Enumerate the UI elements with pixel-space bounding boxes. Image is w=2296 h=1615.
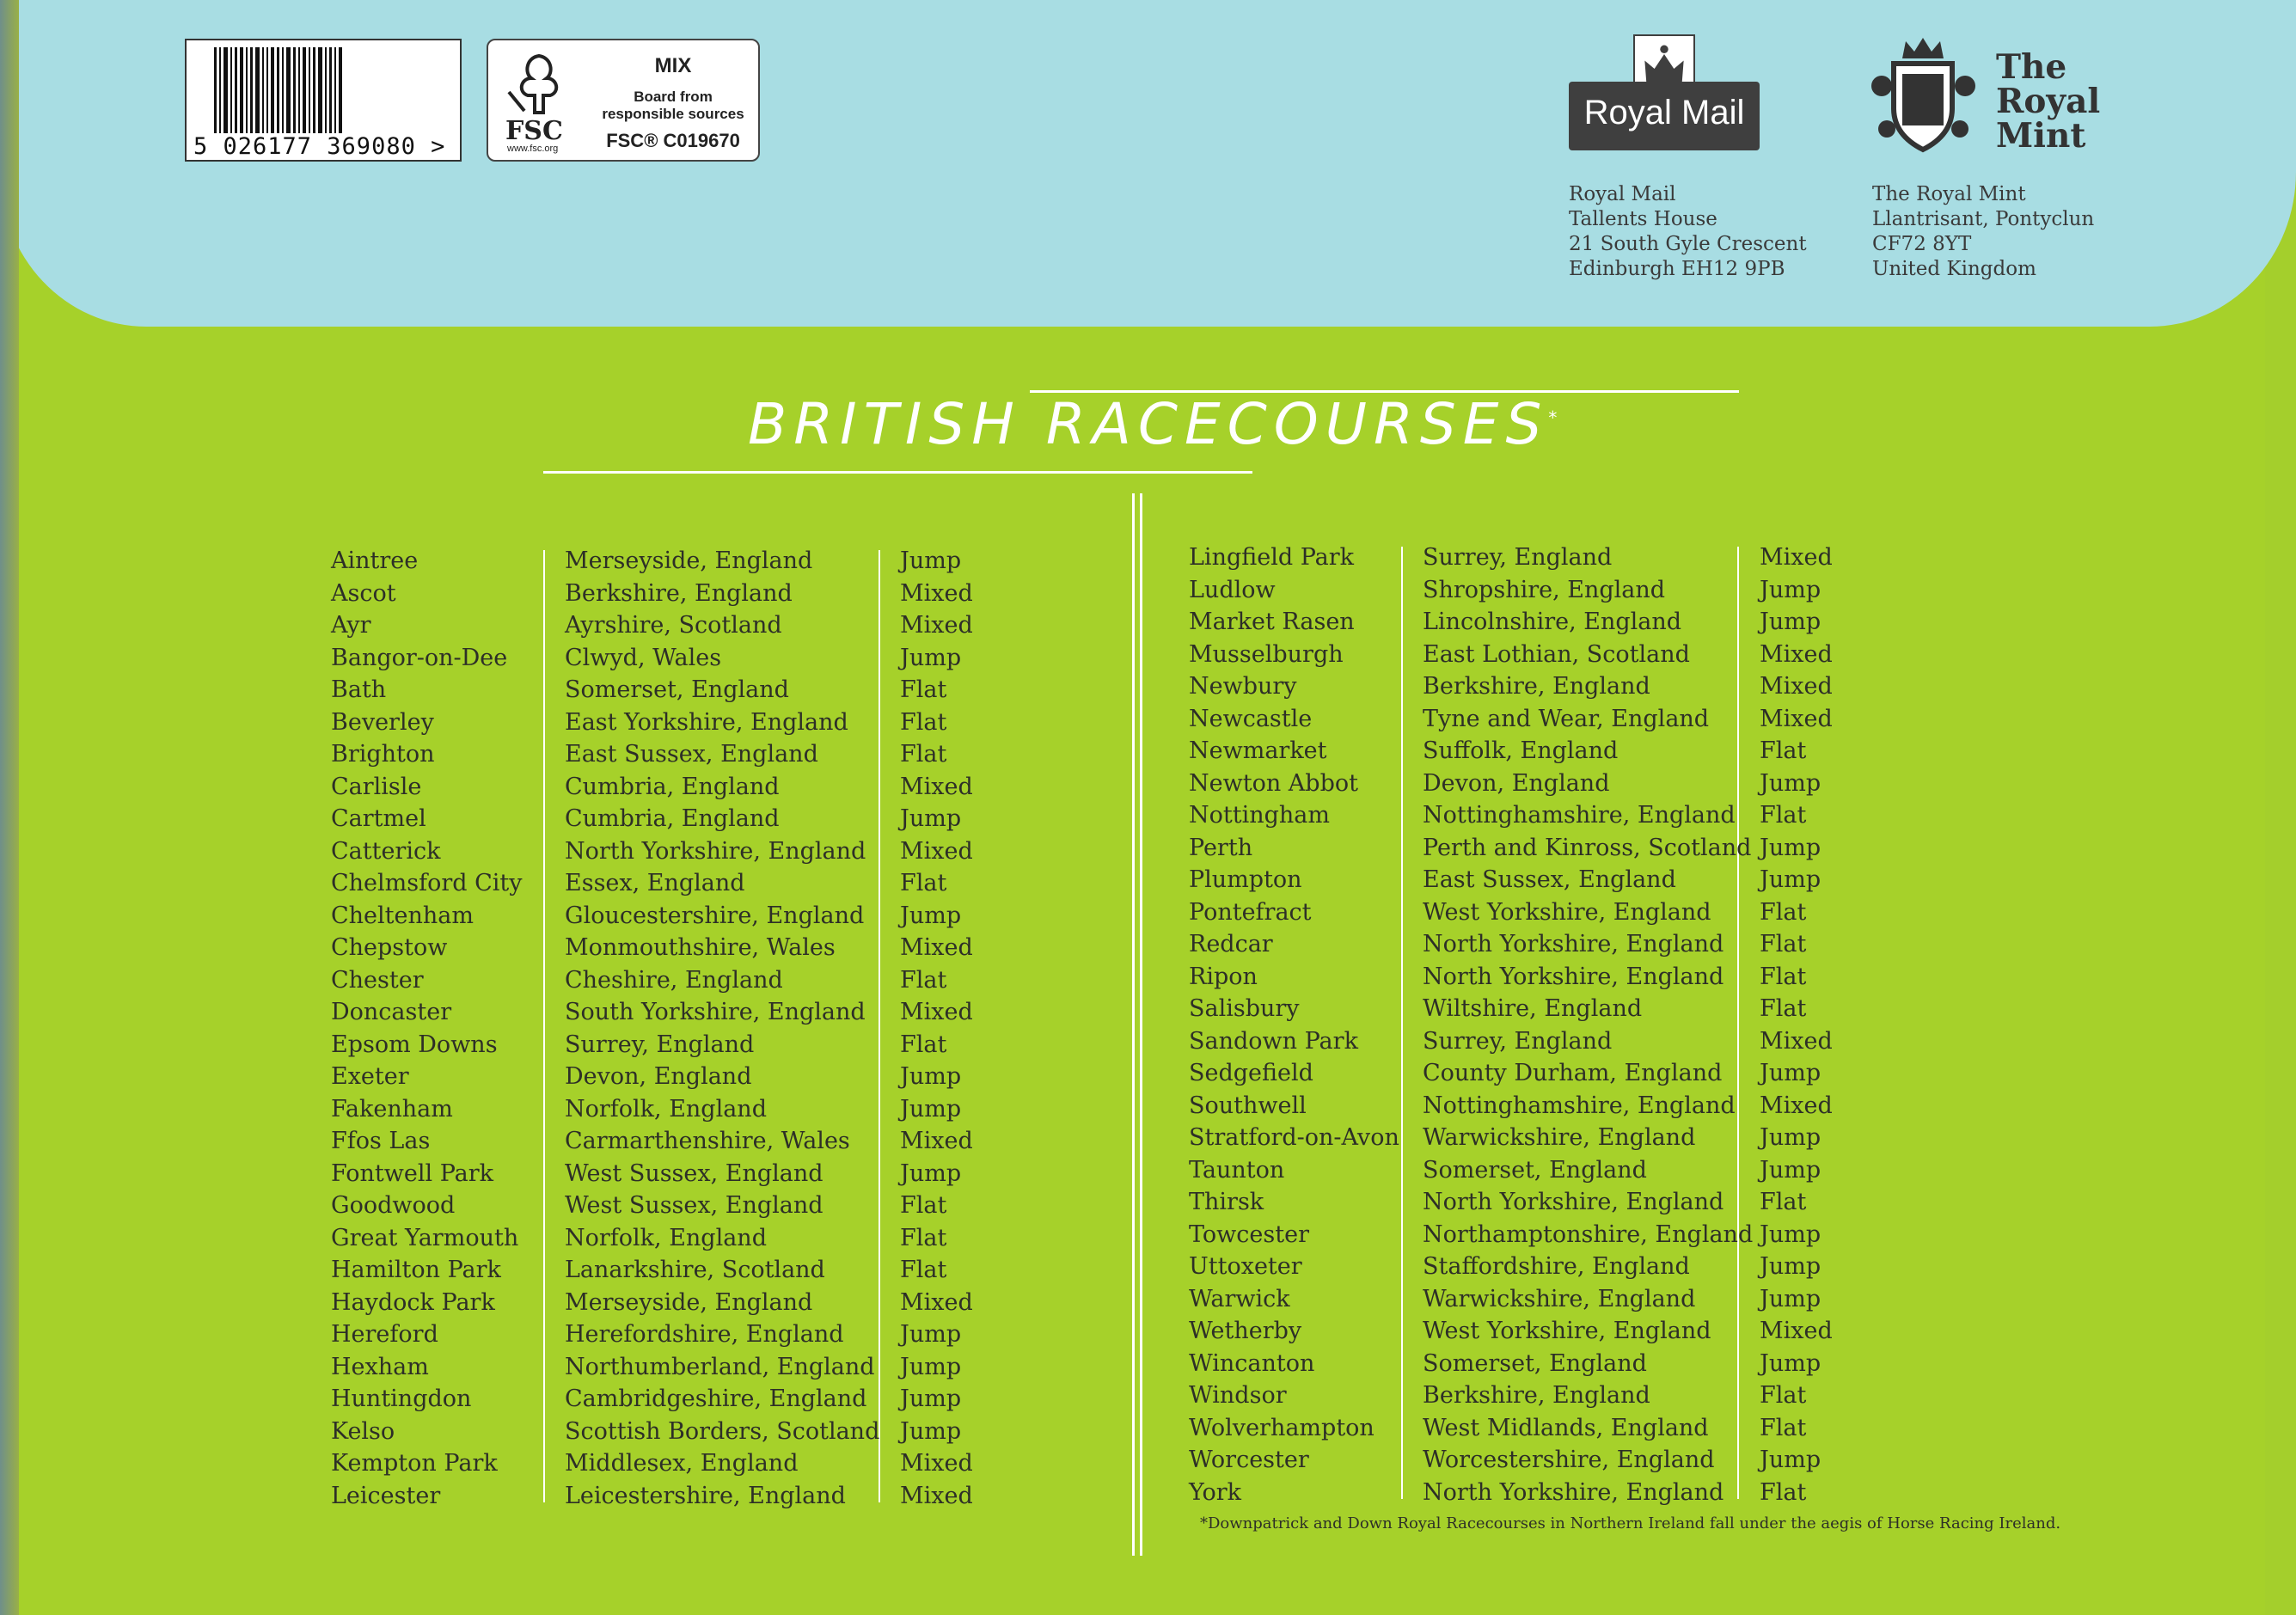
royal-mint-address: The Royal Mint Llantrisant, Pontyclun CF72 8YT United Kingdom xyxy=(1872,183,2095,280)
title-rule-bottom xyxy=(543,471,1252,474)
racecourse-type: Jump xyxy=(900,1063,962,1090)
racecourse-location: Clwyd, Wales xyxy=(565,644,722,671)
racecourse-location: Essex, England xyxy=(565,870,745,896)
racecourse-type: Mixed xyxy=(1760,673,1833,700)
racecourse-location: West Sussex, England xyxy=(565,1159,823,1187)
racecourse-location: Somerset, England xyxy=(1423,1349,1647,1377)
racecourse-location: North Yorkshire, England xyxy=(1423,963,1724,990)
racecourse-location: Herefordshire, England xyxy=(565,1321,844,1348)
racecourse-name: Great Yarmouth xyxy=(331,1224,519,1251)
racecourse-type: Jump xyxy=(1760,576,1821,603)
racecourse-location: Leicestershire, England xyxy=(565,1482,846,1509)
racecourse-location: Surrey, England xyxy=(1423,1027,1613,1055)
racecourse-name: Ayr xyxy=(331,612,371,639)
racecourse-name: Ascot xyxy=(331,579,396,607)
right-course-types xyxy=(1760,541,1833,1508)
racecourse-type: Flat xyxy=(1760,737,1807,764)
racecourse-type: Flat xyxy=(900,708,947,736)
racecourse-location: Norfolk, England xyxy=(565,1224,767,1251)
racecourse-location: South Yorkshire, England xyxy=(565,999,866,1025)
left-course-names xyxy=(331,545,523,1512)
racecourse-type: Mixed xyxy=(1760,1318,1833,1344)
racecourse-type: Jump xyxy=(900,548,962,574)
fsc-mix: MIX xyxy=(654,54,692,77)
racecourse-type: Jump xyxy=(900,1386,962,1412)
racecourse-name: Sedgefield xyxy=(1189,1060,1313,1086)
racecourse-type: Flat xyxy=(1760,1382,1807,1409)
racecourse-name: Southwell xyxy=(1189,1092,1307,1119)
fsc-tree-icon xyxy=(500,49,578,118)
racecourse-type: Jump xyxy=(900,805,962,832)
racecourse-location: Scottish Borders, Scotland xyxy=(565,1417,880,1445)
racecourse-type: Flat xyxy=(900,966,947,994)
racecourse-type: Jump xyxy=(900,1353,962,1380)
page-title: BRITISH RACECOURSES* xyxy=(748,391,1564,457)
racecourse-type: Flat xyxy=(1760,963,1807,990)
racecourse-name: Musselburgh xyxy=(1189,640,1344,668)
racecourse-name: Hamilton Park xyxy=(331,1257,501,1283)
racecourse-location: Wiltshire, England xyxy=(1423,995,1643,1022)
racecourse-name: Wetherby xyxy=(1189,1318,1302,1344)
racecourse-name: Chepstow xyxy=(331,934,448,961)
racecourse-name: Warwick xyxy=(1189,1285,1290,1312)
envelope-left-edge xyxy=(0,0,19,1615)
racecourse-type: Flat xyxy=(900,1192,947,1219)
racecourse-name: Towcester xyxy=(1189,1220,1309,1248)
racecourse-type: Jump xyxy=(1760,1124,1821,1151)
racecourse-name: Sandown Park xyxy=(1189,1027,1358,1055)
racecourse-type: Mixed xyxy=(900,612,973,639)
racecourse-name: Hereford xyxy=(331,1321,438,1348)
racecourse-name: Newmarket xyxy=(1189,737,1327,764)
racecourse-location: Merseyside, England xyxy=(565,1288,813,1316)
racecourse-name: Kelso xyxy=(331,1417,395,1445)
racecourse-location: Berkshire, England xyxy=(1423,673,1650,700)
racecourse-location: Devon, England xyxy=(565,1063,752,1090)
racecourse-type: Mixed xyxy=(900,934,973,961)
royal-mail-address: Royal Mail Tallents House 21 South Gyle Crescent Edinburgh EH12 9PB xyxy=(1569,183,1807,280)
center-divider-right xyxy=(1140,493,1142,1556)
racecourse-location: Surrey, England xyxy=(1423,544,1613,571)
center-divider-left xyxy=(1132,493,1135,1556)
racecourse-location: Berkshire, England xyxy=(565,579,793,607)
racecourse-type: Mixed xyxy=(900,1482,973,1509)
racecourse-location: County Durham, England xyxy=(1423,1060,1723,1086)
column-divider xyxy=(1401,547,1403,1499)
racecourse-type: Jump xyxy=(1760,1285,1821,1312)
racecourse-name: Fakenham xyxy=(331,1095,453,1123)
racecourse-type: Jump xyxy=(1760,1220,1821,1248)
racecourse-name: Pontefract xyxy=(1189,898,1312,926)
racecourse-name: Ludlow xyxy=(1189,576,1276,603)
racecourse-name: Huntingdon xyxy=(331,1386,472,1412)
racecourse-type: Flat xyxy=(1760,1189,1807,1215)
racecourse-location: Gloucestershire, England xyxy=(565,902,865,929)
racecourse-type: Mixed xyxy=(900,579,973,607)
racecourse-type: Jump xyxy=(900,1321,962,1348)
racecourse-location: Ayrshire, Scotland xyxy=(565,612,782,639)
racecourse-type: Mixed xyxy=(900,1450,973,1477)
fsc-board-text: Board from responsible sources xyxy=(602,89,744,122)
racecourse-location: Cheshire, England xyxy=(565,966,783,994)
racecourse-name: Newbury xyxy=(1189,673,1297,700)
racecourse-name: Catterick xyxy=(331,837,441,865)
racecourse-name: Wolverhampton xyxy=(1189,1414,1375,1441)
racecourse-location: West Yorkshire, England xyxy=(1423,1318,1711,1344)
racecourse-type: Jump xyxy=(900,1159,962,1187)
racecourse-location: Worcestershire, England xyxy=(1423,1447,1715,1473)
right-course-names xyxy=(1189,541,1399,1508)
racecourse-location: Middlesex, England xyxy=(565,1450,799,1477)
racecourse-location: East Sussex, England xyxy=(1423,866,1676,893)
racecourse-type: Flat xyxy=(900,1031,947,1058)
racecourse-type: Jump xyxy=(1760,1060,1821,1086)
racecourse-location: Somerset, England xyxy=(1423,1156,1647,1184)
racecourse-type: Flat xyxy=(900,870,947,896)
racecourse-type: Mixed xyxy=(1760,1027,1833,1055)
racecourse-type: Mixed xyxy=(900,1128,973,1154)
barcode-label xyxy=(185,39,462,162)
racecourse-location: Merseyside, England xyxy=(565,548,813,574)
racecourse-name: Salisbury xyxy=(1189,995,1300,1022)
left-course-locations xyxy=(565,545,879,1512)
racecourse-type: Flat xyxy=(1760,898,1807,926)
racecourse-location: Suffolk, England xyxy=(1423,737,1619,764)
racecourse-location: Warwickshire, England xyxy=(1423,1124,1696,1151)
racecourse-type: Jump xyxy=(900,1095,962,1123)
racecourse-name: Bangor-on-Dee xyxy=(331,644,508,671)
right-course-locations xyxy=(1423,541,1753,1508)
racecourse-location: East Sussex, England xyxy=(565,741,818,768)
racecourse-name: Stratford-on-Avon xyxy=(1189,1124,1399,1151)
racecourse-type: Jump xyxy=(900,644,962,671)
racecourse-name: Doncaster xyxy=(331,999,452,1025)
footnote: *Downpatrick and Down Royal Racecourses in Northern Ireland fall under the aegis of Horse Racing Ireland. xyxy=(1200,1514,2061,1532)
racecourse-type: Jump xyxy=(900,902,962,929)
fsc-code: FSC® C019670 xyxy=(606,130,740,151)
racecourse-name: Redcar xyxy=(1189,931,1273,957)
racecourse-location: Norfolk, England xyxy=(565,1095,767,1123)
racecourse-type: Flat xyxy=(1760,995,1807,1022)
racecourse-location: Tyne and Wear, England xyxy=(1423,705,1710,732)
racecourse-type: Mixed xyxy=(900,837,973,865)
racecourse-location: Northamptonshire, England xyxy=(1423,1220,1754,1248)
barcode-bars xyxy=(214,47,439,133)
racecourse-location: Carmarthenshire, Wales xyxy=(565,1128,850,1154)
racecourse-name: Ripon xyxy=(1189,963,1258,990)
racecourse-location: Perth and Kinross, Scotland xyxy=(1423,834,1752,861)
racecourse-type: Flat xyxy=(1760,1478,1807,1506)
racecourse-type: Flat xyxy=(1760,802,1807,829)
racecourse-type: Jump xyxy=(1760,609,1821,635)
racecourse-type: Flat xyxy=(900,676,947,703)
racecourse-name: Cheltenham xyxy=(331,902,474,929)
racecourse-name: Taunton xyxy=(1189,1156,1285,1184)
racecourse-location: North Yorkshire, England xyxy=(1423,1478,1724,1506)
racecourse-name: Plumpton xyxy=(1189,866,1302,893)
racecourse-name: Epsom Downs xyxy=(331,1031,498,1058)
racecourse-type: Flat xyxy=(900,1257,947,1283)
racecourse-name: Bath xyxy=(331,676,387,703)
racecourse-location: West Midlands, England xyxy=(1423,1414,1709,1441)
racecourse-type: Mixed xyxy=(900,999,973,1025)
racecourse-name: Chester xyxy=(331,966,424,994)
racecourse-location: North Yorkshire, England xyxy=(565,837,866,865)
racecourse-name: Brighton xyxy=(331,741,435,768)
racecourse-name: Ffos Las xyxy=(331,1128,431,1154)
racecourse-location: West Sussex, England xyxy=(565,1192,823,1219)
racecourse-type: Mixed xyxy=(1760,640,1833,668)
racecourse-type: Flat xyxy=(1760,1414,1807,1441)
racecourse-type: Flat xyxy=(1760,931,1807,957)
column-divider xyxy=(543,550,545,1502)
racecourse-location: Shropshire, England xyxy=(1423,576,1666,603)
racecourse-location: North Yorkshire, England xyxy=(1423,1189,1724,1215)
royal-mail-logo xyxy=(1569,82,1760,150)
racecourse-location: Staffordshire, England xyxy=(1423,1253,1690,1280)
racecourse-location: Lincolnshire, England xyxy=(1423,609,1682,635)
racecourse-location: Cumbria, England xyxy=(565,805,780,832)
racecourse-name: Newton Abbot xyxy=(1189,769,1358,797)
racecourse-name: Lingfield Park xyxy=(1189,544,1355,571)
racecourse-location: Monmouthshire, Wales xyxy=(565,934,836,961)
racecourse-location: Northumberland, England xyxy=(565,1353,875,1380)
racecourse-name: Goodwood xyxy=(331,1192,456,1219)
racecourse-location: Berkshire, England xyxy=(1423,1382,1650,1409)
racecourse-name: Cartmel xyxy=(331,805,426,832)
racecourse-name: Beverley xyxy=(331,708,434,736)
racecourse-location: Cambridgeshire, England xyxy=(565,1386,867,1412)
racecourse-name: Carlisle xyxy=(331,773,422,800)
racecourse-name: Leicester xyxy=(331,1482,441,1509)
racecourse-type: Jump xyxy=(1760,866,1821,893)
racecourse-name: Chelmsford City xyxy=(331,870,523,896)
royal-mint-crest-icon xyxy=(1870,34,1977,163)
racecourse-location: East Yorkshire, England xyxy=(565,708,848,736)
racecourse-name: York xyxy=(1189,1478,1242,1506)
fsc-label xyxy=(487,39,760,162)
racecourse-location: Nottinghamshire, England xyxy=(1423,1092,1736,1119)
fsc-logo-text: FSC xyxy=(505,116,563,146)
royal-mint-logo-text: The Royal Mint xyxy=(1996,47,2101,156)
barcode-number: 5 026177 369080 > xyxy=(193,133,446,160)
racecourse-type: Jump xyxy=(1760,1349,1821,1377)
racecourse-name: Haydock Park xyxy=(331,1288,495,1316)
racecourse-type: Mixed xyxy=(900,773,973,800)
racecourse-location: Cumbria, England xyxy=(565,773,780,800)
racecourse-type: Jump xyxy=(1760,1253,1821,1280)
racecourse-location: East Lothian, Scotland xyxy=(1423,640,1690,668)
racecourse-type: Jump xyxy=(900,1417,962,1445)
racecourse-type: Jump xyxy=(1760,769,1821,797)
racecourse-name: Hexham xyxy=(331,1353,429,1380)
racecourse-location: Warwickshire, England xyxy=(1423,1285,1696,1312)
racecourse-type: Jump xyxy=(1760,834,1821,861)
racecourse-type: Jump xyxy=(1760,1156,1821,1184)
racecourse-type: Flat xyxy=(900,741,947,768)
racecourse-type: Jump xyxy=(1760,1447,1821,1473)
racecourse-location: Surrey, England xyxy=(565,1031,755,1058)
racecourse-name: Worcester xyxy=(1189,1447,1309,1473)
fsc-website: www.fsc.org xyxy=(507,144,559,154)
racecourse-name: Perth xyxy=(1189,834,1253,861)
racecourse-name: Kempton Park xyxy=(331,1450,498,1477)
racecourse-name: Uttoxeter xyxy=(1189,1253,1302,1280)
royal-mail-logo-text: Royal Mail xyxy=(1583,94,1745,132)
racecourse-name: Newcastle xyxy=(1189,705,1313,732)
racecourse-location: Somerset, England xyxy=(565,676,789,703)
racecourse-type: Mixed xyxy=(1760,544,1833,571)
racecourse-type: Mixed xyxy=(1760,1092,1833,1119)
racecourse-name: Windsor xyxy=(1189,1382,1287,1409)
racecourse-type: Mixed xyxy=(1760,705,1833,732)
racecourse-type: Mixed xyxy=(900,1288,973,1316)
left-course-types xyxy=(900,545,973,1512)
racecourse-location: North Yorkshire, England xyxy=(1423,931,1724,957)
racecourse-name: Wincanton xyxy=(1189,1349,1315,1377)
racecourse-location: West Yorkshire, England xyxy=(1423,898,1711,926)
racecourse-location: Lanarkshire, Scotland xyxy=(565,1257,825,1283)
racecourse-location: Nottinghamshire, England xyxy=(1423,802,1736,829)
racecourse-name: Fontwell Park xyxy=(331,1159,494,1187)
racecourse-name: Aintree xyxy=(331,548,419,574)
racecourse-name: Market Rasen xyxy=(1189,609,1355,635)
racecourse-name: Exeter xyxy=(331,1063,409,1090)
racecourse-name: Thirsk xyxy=(1189,1189,1264,1215)
racecourse-location: Devon, England xyxy=(1423,769,1610,797)
racecourse-name: Nottingham xyxy=(1189,802,1330,829)
racecourse-type: Flat xyxy=(900,1224,947,1251)
